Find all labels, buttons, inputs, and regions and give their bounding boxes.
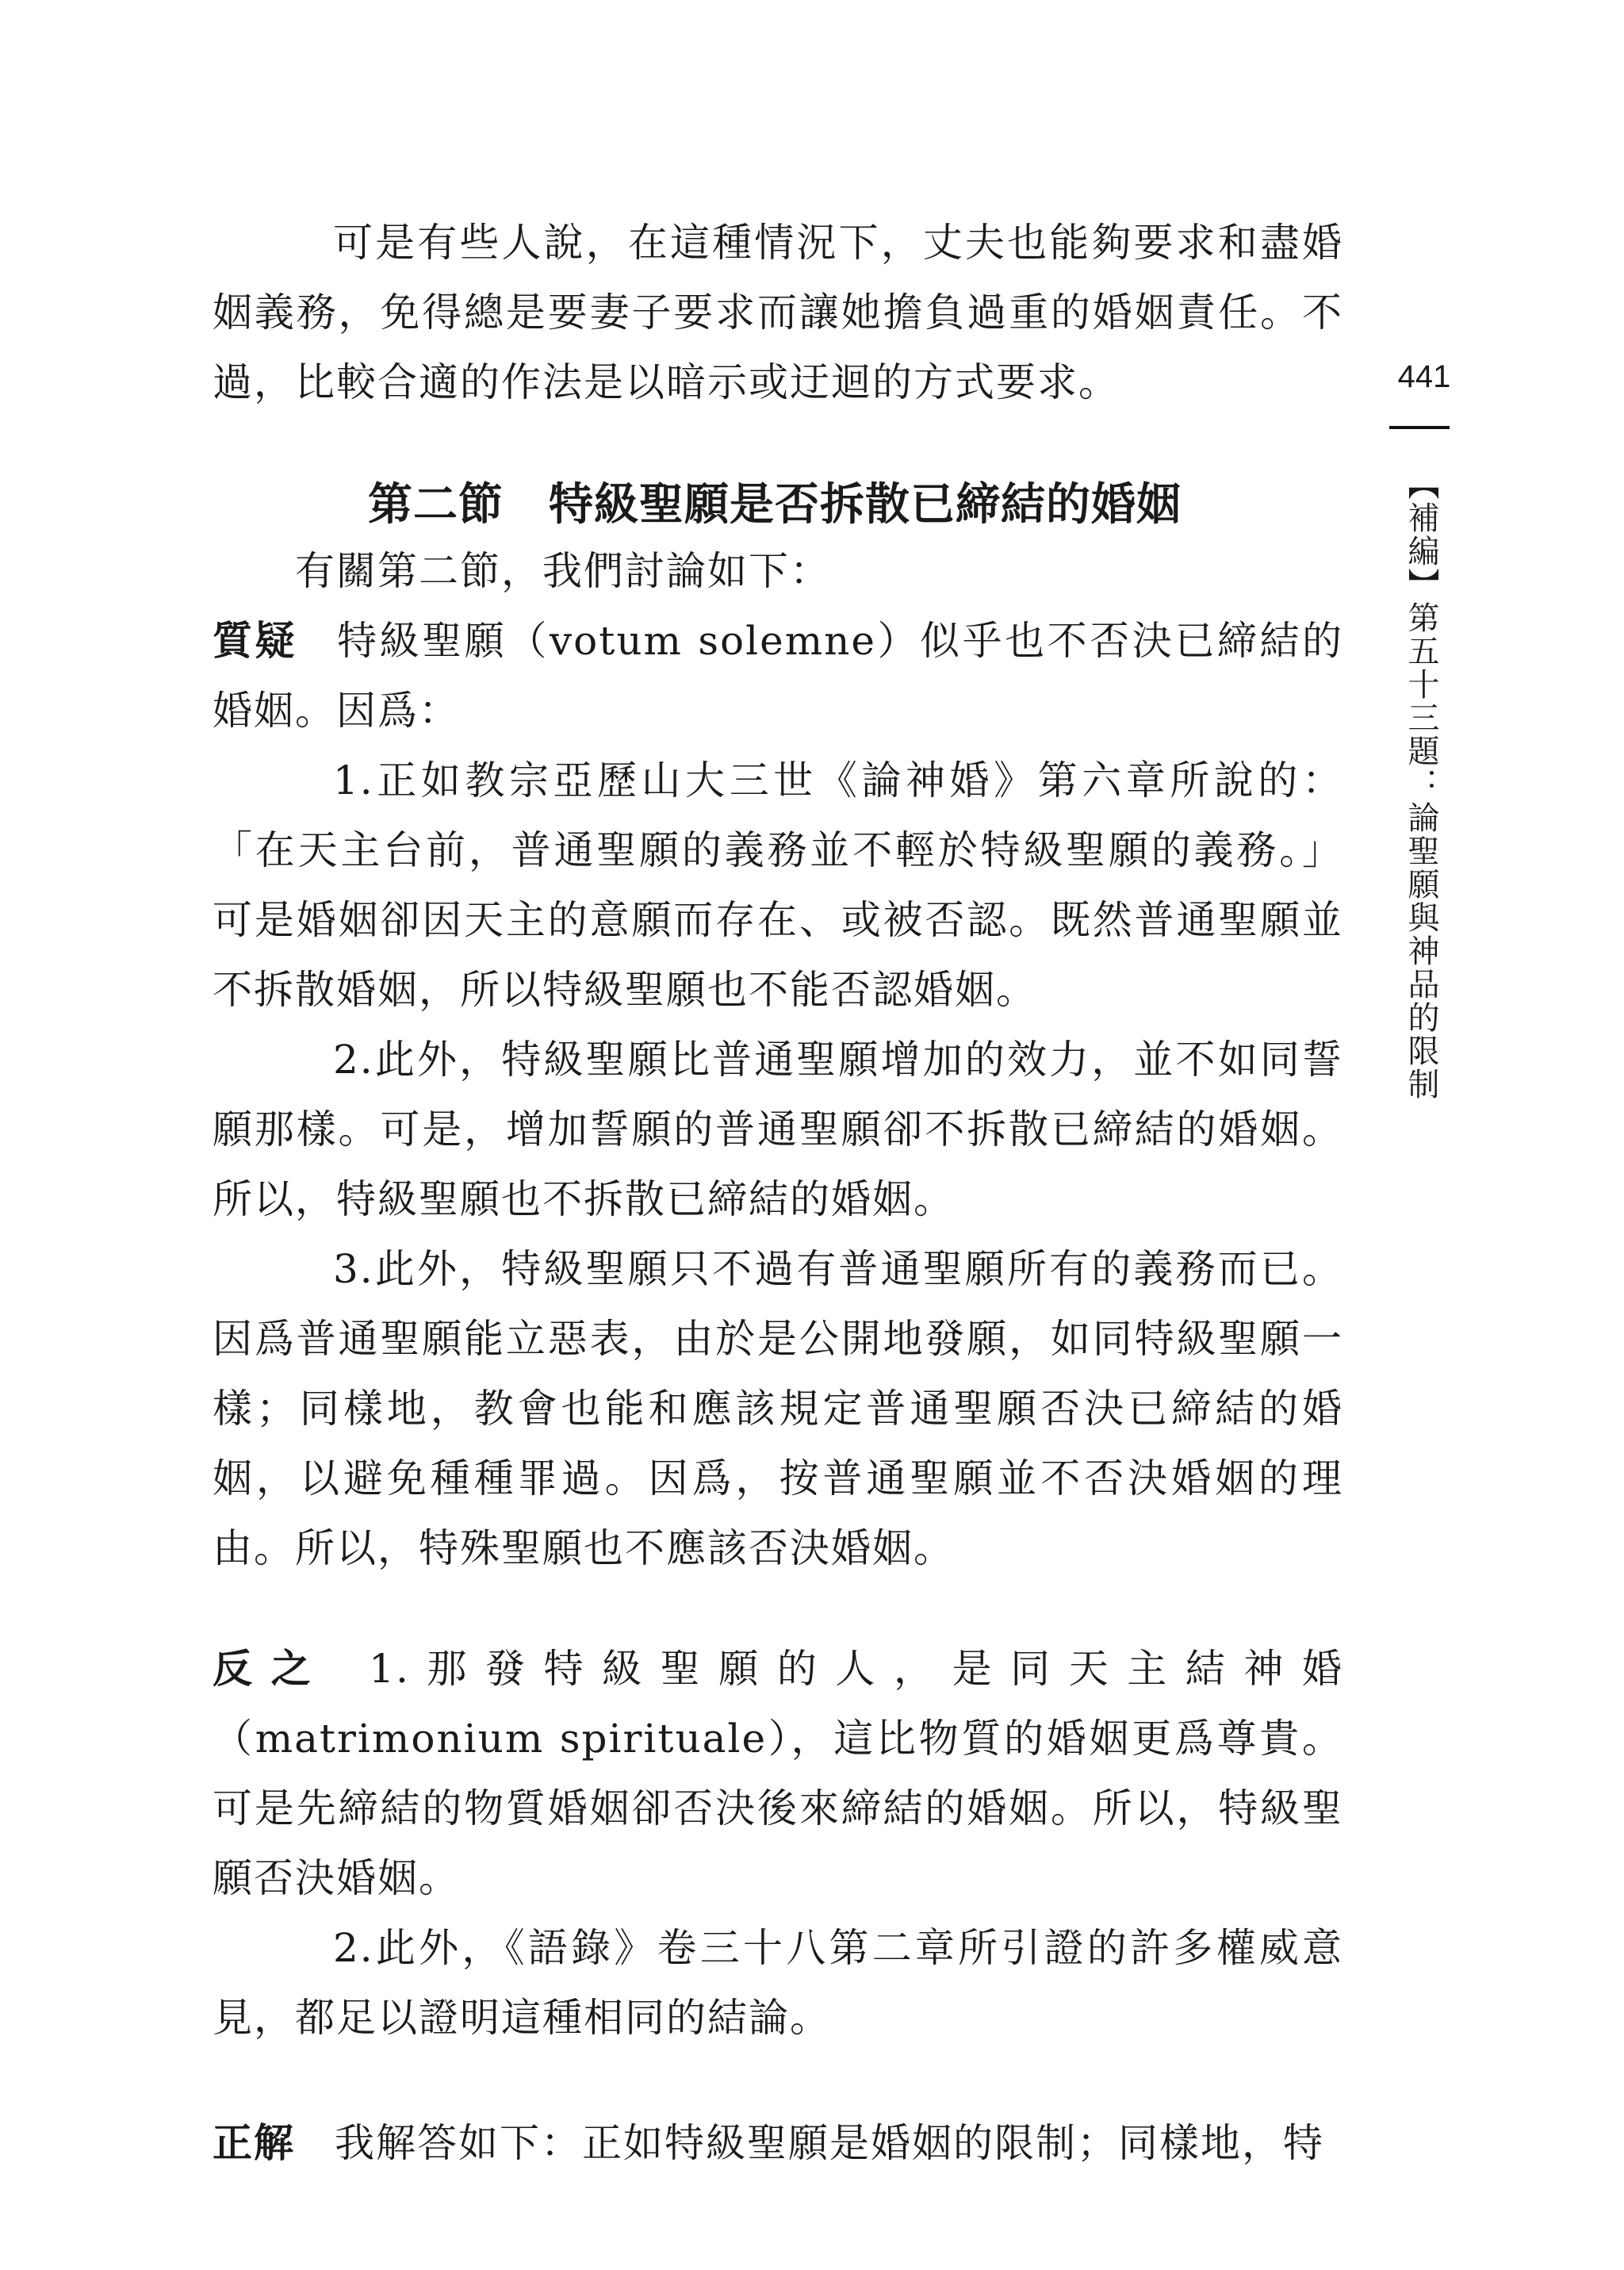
body-text <box>213 208 1343 2178</box>
objection-1: 1.正如教宗亞歷山大三世《論神婚》第六章所說的：「在天主台前，普通聖願的義務並不輕於特級聖願的義務。」可是婚姻卻因天主的意願而存在、或被否認。既然普通聖願並不拆散婚姻，所以特級聖願也不能否認婚姻。 <box>213 757 1343 1013</box>
spacer <box>213 2053 1343 2108</box>
contra-2: 2.此外，《語錄》卷三十八第二章所引證的許多權威意見，都足以證明這種相同的結論。 <box>213 1925 1343 2041</box>
section-title: 第二節 特級聖願是否拆散已締結的婚姻 <box>368 478 1182 531</box>
objection-3: 3.此外，特級聖願只不過有普通聖願所有的義務而已。因爲普通聖願能立惡表，由於是公開地發願，如同特級聖願一樣；同樣地，教會也能和應該規定普通聖願否決已締結的婚姻，以避免種種罪過。因爲，按普通聖願並不否決婚姻的理由。所以，特殊聖願也不應該否決婚姻。 <box>213 1246 1343 1571</box>
objection-text: 特級聖願（votum solemne）似乎也不否決已締結的婚姻。因爲： <box>213 618 1344 734</box>
objection-2: 2.此外，特級聖願比普通聖願增加的效力，並不如同誓願那樣。可是，增加誓願的普通聖願卻不拆散已締結的婚姻。所以，特級聖願也不拆散已締結的婚姻。 <box>213 1037 1343 1222</box>
spacer <box>213 1583 1343 1634</box>
page-number: 441 <box>1397 359 1451 394</box>
page-number-rule <box>1389 426 1450 429</box>
running-head: 【補編】第五十三題：論聖願與神品的限制 <box>1403 468 1439 1101</box>
spacer <box>213 417 1343 473</box>
opening-paragraph: 可是有些人說，在這種情況下，丈夫也能夠要求和盡婚姻義務，免得總是要妻子要求而讓她擔負過重的婚姻責任。不過，比較合適的作法是以暗示或迂迴的方式要求。 <box>213 220 1343 405</box>
answer-paragraph <box>213 2108 1343 2178</box>
objection-paragraph <box>213 606 1343 746</box>
contra-label: 反之 <box>213 1646 330 1692</box>
section-intro: 有關第二節，我們討論如下： <box>295 548 831 594</box>
answer-label: 正解 <box>213 2120 295 2166</box>
contra-text-1: 1.那發特級聖願的人，是同天主結神婚（matrimonium spirituale），這比物質的婚姻更爲尊貴。可是先締結的物質婚姻卻否決後來締結的婚姻。所以，特級聖願否決婚姻。 <box>213 1646 1343 1901</box>
contra-paragraph <box>213 1634 1343 1913</box>
objection-label: 質疑 <box>213 618 298 664</box>
answer-text: 我解答如下：正如特級聖願是婚姻的限制；同樣地，特 <box>335 2120 1324 2166</box>
